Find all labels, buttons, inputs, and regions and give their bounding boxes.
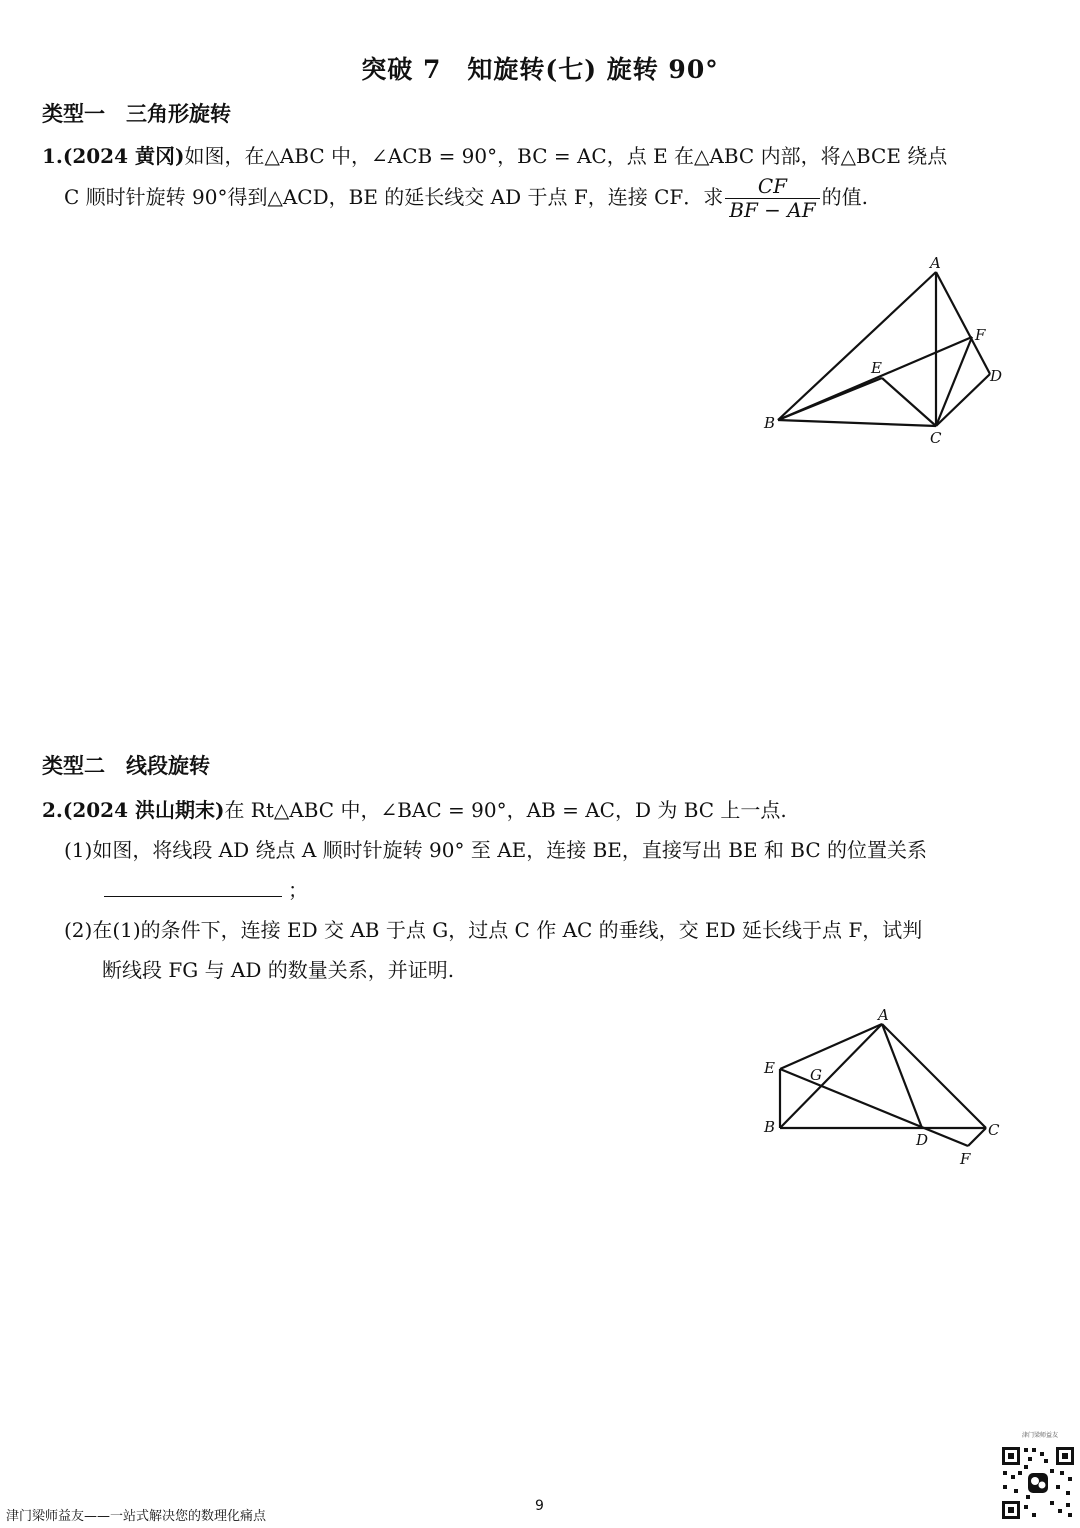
segment-be — [778, 378, 882, 420]
label-c: C — [988, 1121, 1000, 1139]
label-e: E — [764, 1059, 775, 1077]
section-heading-1: 类型一 三角形旋转 — [42, 101, 231, 126]
question-2-number: 2. — [42, 798, 63, 822]
page-title: 突破 7 知旋转(七) 旋转 90° — [361, 55, 719, 84]
question-2-part-2-line-1: (2)在(1)的条件下，连接 ED 交 AB 于点 G，过点 C 作 AC 的垂线，交 ED 延长线于点 F，试判 — [64, 918, 923, 942]
label-d: D — [990, 367, 1003, 385]
figure-2 — [750, 1000, 1010, 1175]
question-1-number: 1. — [42, 144, 63, 168]
label-a: A — [930, 254, 941, 272]
page-number: 9 — [535, 1498, 544, 1514]
label-d: D — [916, 1131, 929, 1149]
question-2-text-1: 在 Rt△ABC 中，∠BAC = 90°，AB = AC，D 为 BC 上一点. — [224, 798, 787, 822]
question-1-line-1 — [42, 140, 947, 169]
segment-ce — [882, 378, 936, 426]
label-b: B — [764, 414, 776, 432]
qr-code-icon — [1000, 1445, 1076, 1521]
question-1-text-3: 的值. — [821, 185, 868, 209]
label-g: G — [810, 1066, 822, 1084]
fraction-denominator: BF − AF — [729, 198, 816, 222]
label-f: F — [975, 326, 986, 344]
segment-ac — [882, 1024, 986, 1128]
footer-text: 津门梁师益友——一站式解决您的数理化痛点 — [6, 1509, 267, 1524]
question-1-text-1: 如图，在△ABC 中，∠ACB = 90°，BC = AC，点 E 在△ABC 内部，将△BCE 绕点 — [184, 144, 948, 168]
question-1-text-2: C 顺时针旋转 90°得到△ACD，BE 的延长线交 AD 于点 F，连接 CF．求 — [64, 185, 724, 209]
segment-cf — [968, 1128, 986, 1146]
segment-bc — [778, 420, 936, 426]
label-a: A — [878, 1006, 889, 1024]
question-2-source: (2024 洪山期末) — [62, 798, 225, 822]
question-1-source: (2024 黄冈) — [62, 144, 185, 168]
question-2-line-1 — [42, 794, 787, 823]
question-1-line-2 — [64, 176, 868, 221]
section-heading-2: 类型二 线段旋转 — [42, 753, 210, 778]
label-e: E — [871, 359, 882, 377]
answer-blank[interactable] — [104, 896, 282, 897]
segment-cd — [936, 374, 990, 426]
segment-ea — [780, 1024, 882, 1069]
segment-ab — [778, 272, 936, 420]
question-2-part-2-line-2: 断线段 FG 与 AD 的数量关系，并证明. — [102, 958, 455, 982]
fraction-cf-over-bf-minus-af — [725, 176, 819, 221]
answer-blank-semicolon: ； — [288, 878, 308, 902]
qr-caption: 津门梁师益友 — [1022, 1432, 1059, 1439]
figure-1 — [750, 250, 1020, 450]
label-c: C — [930, 429, 942, 447]
label-b: B — [764, 1118, 776, 1136]
question-2-part-1: (1)如图，将线段 AD 绕点 A 顺时针旋转 90° 至 AE，连接 BE，直接写出 BE 和 BC 的位置关系 — [64, 838, 927, 862]
fraction-numerator: CF — [725, 176, 819, 199]
label-f: F — [960, 1150, 971, 1168]
